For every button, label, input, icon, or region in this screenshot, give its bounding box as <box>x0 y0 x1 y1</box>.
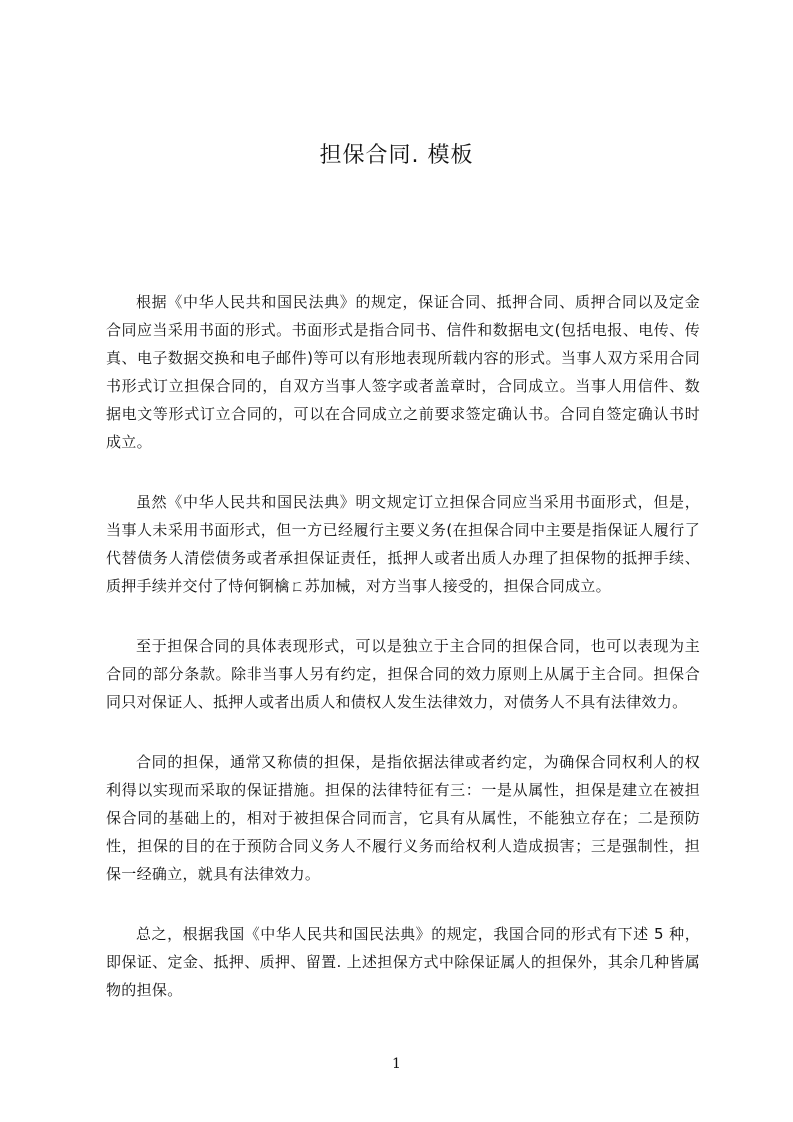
paragraph-unwritten-form: 虽然《中华人民共和国民法典》明文规定订立担保合同应当采用书面形式，但是，当事人未采用书面形式，但一方已经履行主要义务(在担保合同中主要是指保证人履行了代替债务人清偿债务或者承担保证责任，抵押人或者出质人办理了担保物的抵押手续、质押手续并交付了恃何锕檎ㄈ苏加械，对方当事人接受的，担保合同成立。 <box>106 493 700 595</box>
page-number: 1 <box>392 1056 401 1072</box>
paragraph-summary: 总之，根据我国《中华人民共和国民法典》的规定，我国合同的形式有下述 5 种，即保证、定金、抵押、质押、留置. 上述担保方式中除保证属人的担保外，其余几种皆属物的担保。 <box>106 925 700 999</box>
document-body <box>106 288 700 1036</box>
paragraph-written-form: 根据《中华人民共和国民法典》的规定，保证合同、抵押合同、质押合同以及定金合同应当采用书面的形式。书面形式是指合同书、信件和数据电文(包括电报、电传、传真、电子数据交换和电子邮件)等可以有形地表现所载内容的形式。当事人双方采用合同书形式订立担保合同的，自双方当事人签字或者盖章时，合同成立。当事人用信件、数据电文等形式订立合同的，可以在合同成立之前要求签定确认书。合同自签定确认书时成立。 <box>106 293 700 451</box>
paragraph-contract-forms: 至于担保合同的具体表现形式，可以是独立于主合同的担保合同，也可以表现为主合同的部分条款。除非当事人另有约定，担保合同的效力原则上从属于主合同。担保合同只对保证人、抵押人或者出质人和债权人发生法律效力，对债务人不具有法律效力。 <box>106 637 700 711</box>
document-title: 担保合同. 模板 <box>319 143 474 168</box>
paragraph-guarantee-definition: 合同的担保，通常又称债的担保，是指依据法律或者约定，为确保合同权利人的权利得以实现而采取的保证措施。担保的法律特征有三：一是从属性，担保是建立在被担保合同的基础上的，相对于被担保合同而言，它具有从属性，不能独立存在；二是预防性，担保的目的在于预防合同义务人不履行义务而给权利人造成损害；三是强制性，担保一经确立，就具有法律效力。 <box>106 753 700 883</box>
